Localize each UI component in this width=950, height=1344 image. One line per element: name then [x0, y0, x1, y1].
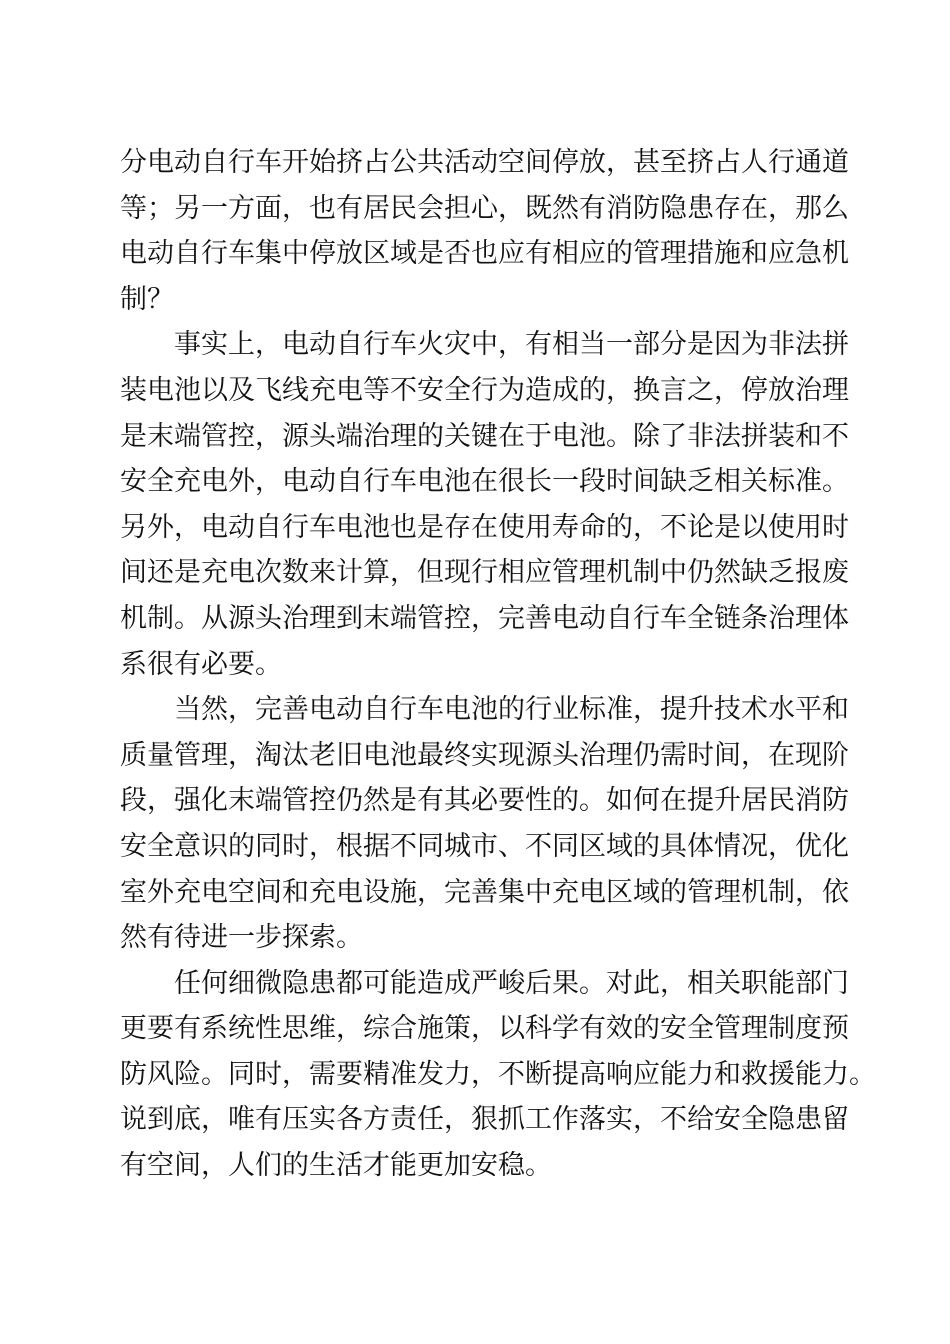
- text-line: 电动自行车集中停放区域是否也应有相应的管理措施和应急机: [120, 238, 849, 270]
- text-line: 系很有必要。: [120, 648, 282, 680]
- text-line: 更要有系统性思维，综合施策，以科学有效的安全管理制度预: [120, 1013, 849, 1045]
- text-line: 另外，电动自行车电池也是存在使用寿命的，不论是以使用时: [120, 511, 849, 543]
- text-line: 然有待进一步探索。: [120, 922, 363, 954]
- document-body: [120, 140, 876, 1189]
- text-line: 是末端管控，源头端治理的关键在于电池。除了非法拼装和不: [120, 420, 849, 452]
- text-line: 任何细微隐患都可能造成严峻后果。对此，相关职能部门: [174, 967, 849, 999]
- text-line: 装电池以及飞线充电等不安全行为造成的，换言之，停放治理: [120, 374, 849, 406]
- paragraph-4: [120, 961, 876, 1189]
- text-line: 事实上，电动自行车火灾中，有相当一部分是因为非法拼: [174, 329, 849, 361]
- text-line: 制？: [120, 283, 174, 315]
- paragraph-1: [120, 140, 849, 322]
- text-line: 有空间，人们的生活才能更加安稳。: [120, 1150, 552, 1182]
- paragraph-3: [120, 687, 849, 961]
- text-line: 室外充电空间和充电设施，完善集中充电区域的管理机制，依: [120, 876, 849, 908]
- text-line: 间还是充电次数来计算，但现行相应管理机制中仍然缺乏报废: [120, 557, 849, 589]
- text-line: 质量管理，淘汰老旧电池最终实现源头治理仍需时间，在现阶: [120, 739, 849, 771]
- text-line: 当然，完善电动自行车电池的行业标准，提升技术水平和: [174, 694, 849, 726]
- text-line: 分电动自行车开始挤占公共活动空间停放，甚至挤占人行通道: [120, 147, 849, 178]
- text-line: 机制。从源头治理到末端管控，完善电动自行车全链条治理体: [120, 602, 849, 634]
- text-line: 说到底，唯有压实各方责任，狠抓工作落实，不给安全隐患留: [120, 1104, 849, 1136]
- text-line: 防风险。同时，需要精准发力，不断提高响应能力和救援能力。: [120, 1058, 876, 1090]
- text-line: 安全意识的同时，根据不同城市、不同区域的具体情况，优化: [120, 830, 849, 862]
- text-line: 等；另一方面，也有居民会担心，既然有消防隐患存在，那么: [120, 192, 849, 224]
- text-line: 段，强化末端管控仍然是有其必要性的。如何在提升居民消防: [120, 785, 849, 817]
- paragraph-2: [120, 322, 849, 687]
- text-line: 安全充电外，电动自行车电池在很长一段时间缺乏相关标准。: [120, 466, 849, 498]
